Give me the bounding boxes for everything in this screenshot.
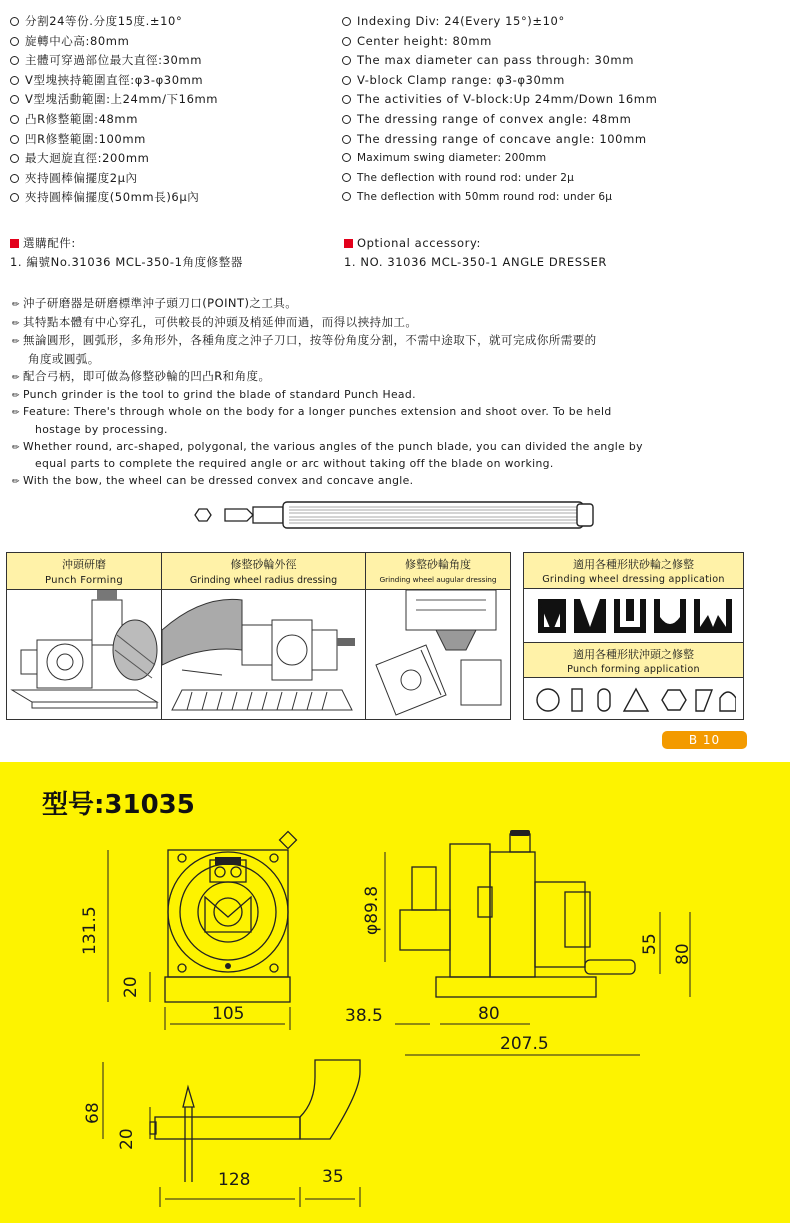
spec-en-item: The max diameter can pass through: 30mm	[342, 51, 657, 71]
circle-bullet-icon	[342, 17, 351, 26]
wheel-angular-image	[365, 589, 511, 720]
application-panel	[523, 552, 744, 720]
feature-item: ✏ Feature: There's through whole on the body for a longer punches extension and shoot over. To be held	[12, 404, 643, 422]
feature-item: 角度或圓弧。	[28, 352, 100, 367]
pen-bullet-icon: ✏	[12, 408, 20, 419]
circle-bullet-icon	[342, 153, 351, 162]
dim-bow-128: 128	[218, 1170, 251, 1190]
accessory-title-zh: 選購配件:	[23, 236, 76, 250]
dim-bow-35: 35	[322, 1167, 344, 1187]
spec-zh-item: 分割24等份.分度15度.±10°	[10, 12, 218, 32]
dim-h55: 55	[640, 933, 660, 955]
punch-forming-image	[6, 589, 162, 720]
dim-bow-68: 68	[83, 1102, 103, 1124]
circle-bullet-icon	[10, 95, 19, 104]
feature-item: ✏ 無論圓形，圓弧形，多角形外，各種角度之沖子刀口，按等份角度分割，不需中途取下，就可完成你所需要的	[12, 332, 643, 351]
circle-bullet-icon	[10, 193, 19, 202]
circle-bullet-icon	[10, 17, 19, 26]
spec-en-item: The deflection with round rod: under 2μ	[342, 169, 657, 189]
spec-en-item: The activities of V-block:Up 24mm/Down 16mm	[342, 90, 657, 110]
dim-width-front: 105	[212, 1004, 245, 1024]
feature-item: ✏ Whether round, arc-shaped, polygonal, the various angles of the punch blade, you can divided the angle by	[12, 439, 643, 457]
dimension-drawings	[0, 762, 790, 1223]
punch-forming-drawing	[7, 590, 161, 719]
circle-bullet-icon	[342, 192, 351, 201]
circle-bullet-icon	[342, 115, 351, 124]
pen-bullet-icon: ✏	[12, 372, 20, 383]
feature-item: ✏ 其特點本體有中心穿孔，可供較長的沖頭及梢延伸而過，而得以挾持加工。	[12, 314, 643, 333]
specs-en-list	[342, 12, 657, 208]
feature-item: hostage by processing.	[35, 422, 168, 436]
circle-bullet-icon	[342, 76, 351, 85]
feature-item: ✏ 配合弓柄，即可做為修整砂輪的凹凸R和角度。	[12, 368, 643, 387]
wheel-angular-drawing	[366, 590, 510, 719]
features-list	[12, 295, 643, 491]
spec-zh-item: 夾持圓棒偏擺度2μ內	[10, 169, 218, 189]
spec-zh-item: V型塊活動範圍:上24mm/下16mm	[10, 90, 218, 110]
specs-zh-list	[10, 12, 218, 208]
circle-bullet-icon	[342, 37, 351, 46]
pen-bullet-icon: ✏	[12, 477, 20, 488]
circle-bullet-icon	[10, 154, 19, 163]
pen-bullet-icon: ✏	[12, 390, 20, 401]
accessory-item-zh: 1. 編號No.31036 MCL-350-1角度修整器	[10, 255, 243, 269]
accessory-title-en: Optional accessory:	[357, 236, 482, 250]
model-title: 型号:31035	[42, 790, 195, 820]
wheel-shapes-icon	[536, 597, 736, 637]
table-header-wheel-angular: 修整砂輪角度 Grinding wheel augular dressing	[365, 552, 511, 590]
spec-zh-item: 凹R修整範圍:100mm	[10, 130, 218, 150]
accessory-en	[344, 234, 607, 272]
dim-side-80: 80	[478, 1004, 500, 1024]
feature-item: ✏ 沖子研磨器是研磨標準沖子頭刀口(POINT)之工具。	[12, 295, 643, 314]
table-header-wheel-radius: 修整砂輪外徑 Grinding wheel radius dressing	[161, 552, 366, 590]
spec-en-item: V-block Clamp range: φ3-φ30mm	[342, 71, 657, 91]
circle-bullet-icon	[10, 56, 19, 65]
dim-base-front: 20	[121, 976, 141, 998]
spec-zh-item: V型塊挾持範圍直徑:φ3-φ30mm	[10, 71, 218, 91]
spec-en-item: The deflection with 50mm round rod: under 6μ	[342, 188, 657, 208]
spec-zh-item: 最大迴旋直徑:200mm	[10, 149, 218, 169]
wheel-radius-drawing	[162, 590, 365, 719]
circle-bullet-icon	[10, 76, 19, 85]
table-header-punch-forming: 沖頭研磨 Punch Forming	[6, 552, 162, 590]
spec-en-item: The dressing range of convex angle: 48mm	[342, 110, 657, 130]
spec-en-item: Indexing Div: 24(Every 15°)±10°	[342, 12, 657, 32]
dim-length-total: 207.5	[500, 1034, 549, 1054]
feature-item: ✏ With the bow, the wheel can be dressed convex and concave angle.	[12, 473, 643, 491]
punch-application-header: 適用各種形狀沖頭之修整 Punch forming application	[524, 642, 743, 678]
spec-zh-item: 凸R修整範圍:48mm	[10, 110, 218, 130]
red-square-icon	[344, 239, 353, 248]
spec-zh-item: 旋轉中心高:80mm	[10, 32, 218, 52]
spec-en-item: Center height: 80mm	[342, 32, 657, 52]
pen-bullet-icon: ✏	[12, 318, 20, 329]
feature-item: ✏ Punch grinder is the tool to grind the blade of standard Punch Head.	[12, 387, 643, 405]
circle-bullet-icon	[10, 37, 19, 46]
dim-offset: 38.5	[345, 1006, 383, 1026]
dim-center-dia: φ89.8	[362, 885, 382, 935]
punch-rod-illustration	[185, 495, 605, 535]
wheel-application-header: 適用各種形狀砂輪之修整 Grinding wheel dressing application	[524, 553, 743, 589]
accessory-zh	[10, 234, 243, 272]
page-code-badge: B 10	[662, 731, 747, 749]
red-square-icon	[10, 239, 19, 248]
circle-bullet-icon	[342, 56, 351, 65]
circle-bullet-icon	[10, 174, 19, 183]
wheel-radius-image	[161, 589, 366, 720]
punch-shapes-icon	[536, 686, 736, 714]
spec-en-item: Maximum swing diameter: 200mm	[342, 149, 657, 169]
circle-bullet-icon	[10, 135, 19, 144]
spec-en-item: The dressing range of concave angle: 100mm	[342, 130, 657, 150]
circle-bullet-icon	[10, 115, 19, 124]
feature-item: equal parts to complete the required angle or arc without taking off the blade on working.	[35, 457, 554, 471]
pen-bullet-icon: ✏	[12, 300, 20, 310]
circle-bullet-icon	[342, 173, 351, 182]
pen-bullet-icon: ✏	[12, 442, 20, 453]
dim-bow-20: 20	[117, 1128, 137, 1150]
pen-bullet-icon: ✏	[12, 337, 20, 348]
spec-zh-item: 主體可穿過部位最大直徑:30mm	[10, 51, 218, 71]
dim-h80: 80	[673, 943, 693, 965]
circle-bullet-icon	[342, 95, 351, 104]
spec-zh-item: 夾持圓棒偏擺度(50mm長)6μ內	[10, 188, 218, 208]
circle-bullet-icon	[342, 135, 351, 144]
accessory-item-en: 1. NO. 31036 MCL-350-1 ANGLE DRESSER	[344, 255, 608, 269]
dim-height-total: 131.5	[80, 906, 100, 955]
